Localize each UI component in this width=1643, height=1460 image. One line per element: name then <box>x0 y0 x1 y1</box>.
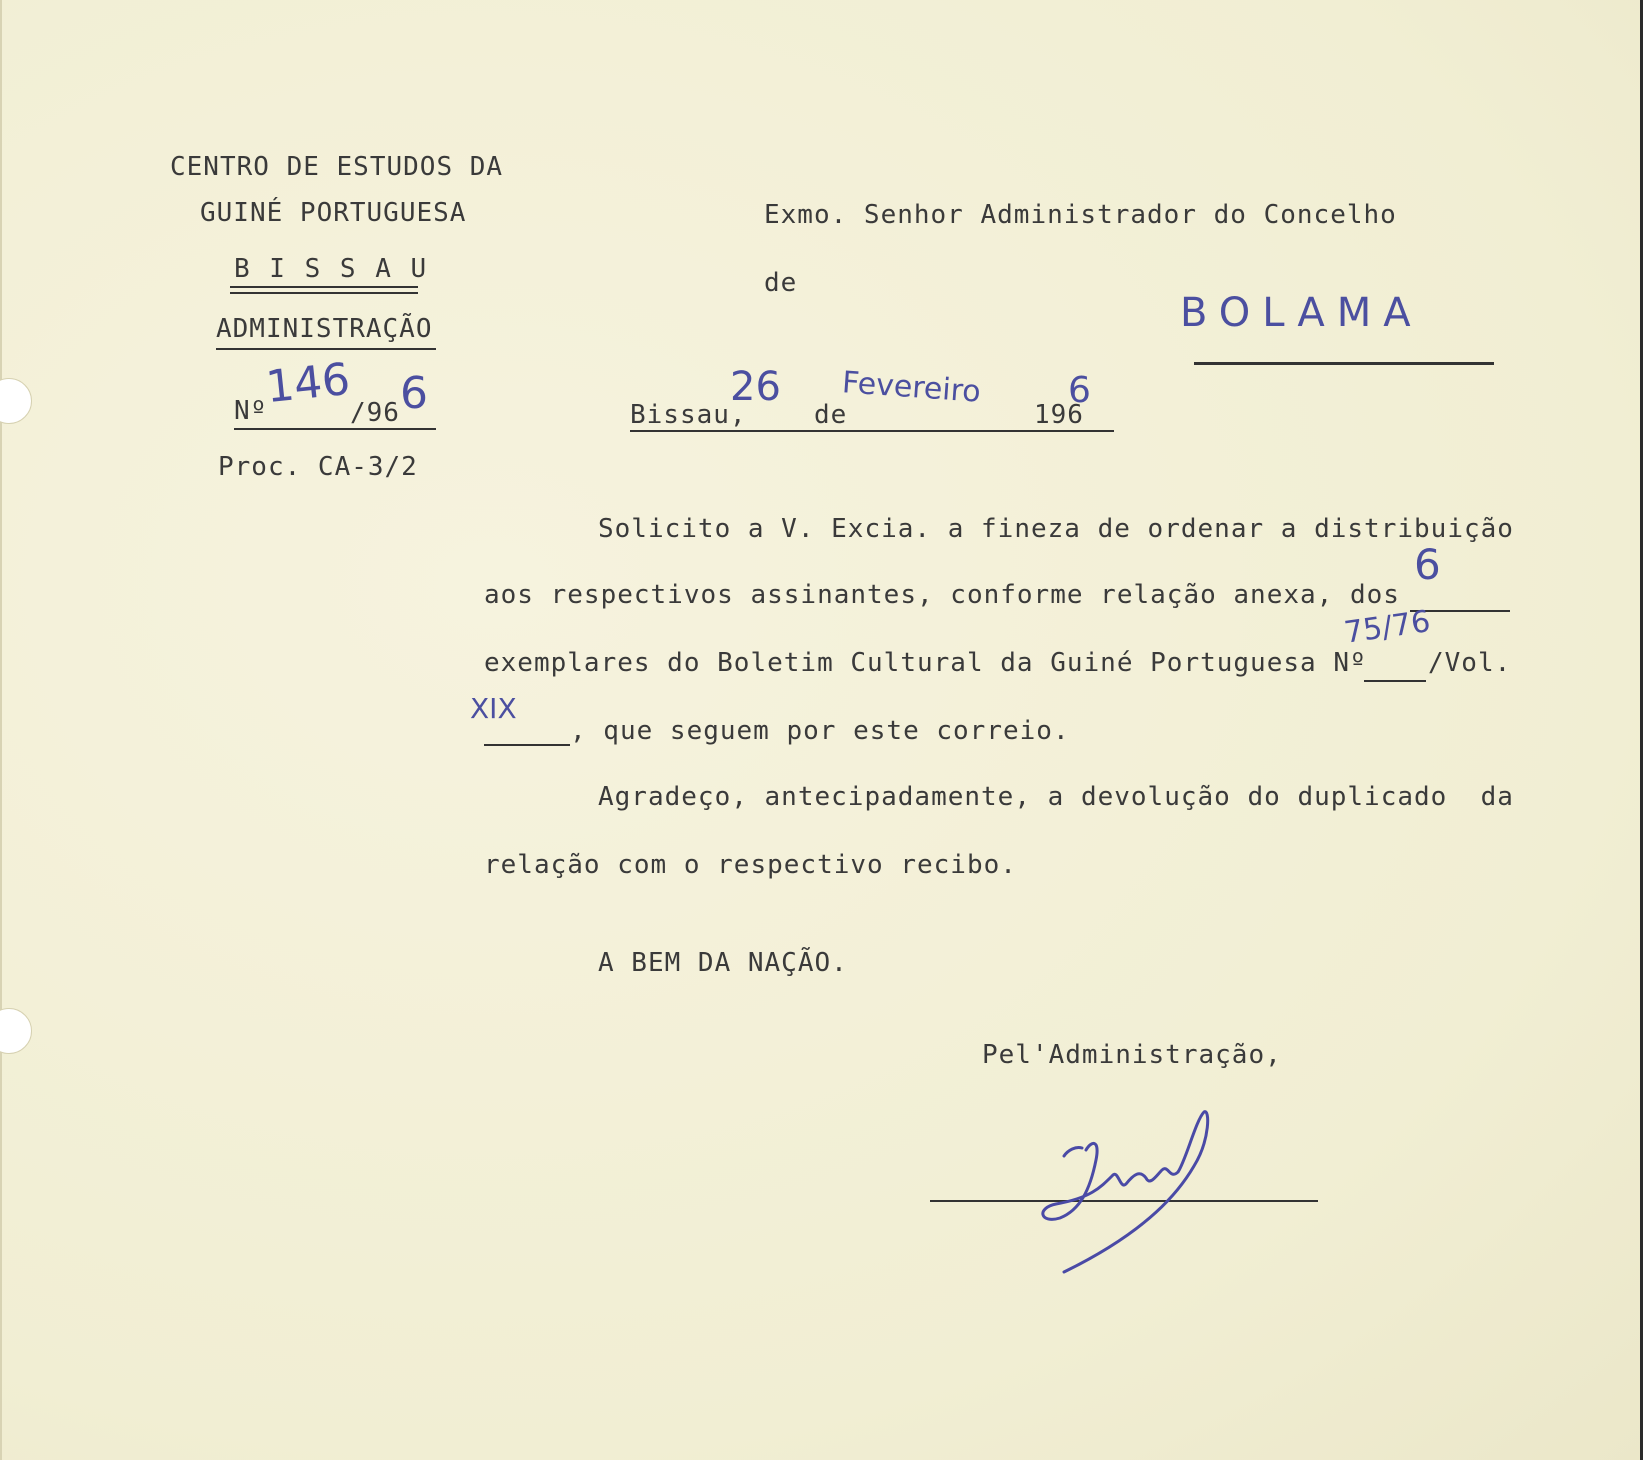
date-underline <box>630 430 1114 432</box>
signoff-line: Pel'Administração, <box>982 1040 1282 1070</box>
process-reference: Proc. CA-3/2 <box>218 452 418 482</box>
handwritten-recipient-place: BOLAMA <box>1180 290 1423 336</box>
number-prefix: Nº <box>234 396 268 426</box>
addressee-line2: de <box>764 268 798 298</box>
letterhead-line2: GUINÉ PORTUGUESA <box>200 198 467 228</box>
handwritten-copies: 6 <box>1414 540 1441 589</box>
city-underline-2 <box>230 292 418 294</box>
letterhead-department: ADMINISTRAÇÃO <box>216 314 433 344</box>
date-place: Bissau, <box>630 400 747 430</box>
number-underline <box>234 428 436 430</box>
recipient-place-underline <box>1194 362 1494 365</box>
department-underline <box>216 348 436 350</box>
letterhead-city: B I S S A U <box>234 254 429 284</box>
number-year-prefix: /96 <box>350 398 400 428</box>
handwritten-year-digit: 6 <box>400 368 428 419</box>
handwritten-signature <box>1000 1100 1300 1280</box>
handwritten-number: 146 <box>263 353 353 414</box>
letterhead-line1: CENTRO DE ESTUDOS DA <box>170 152 504 182</box>
body-p1-line3b: /Vol. <box>1428 648 1512 678</box>
body-p1-line2: aos respectivos assinantes, conforme relação anexa, dos <box>484 580 1400 610</box>
handwritten-day: 26 <box>730 364 781 410</box>
punch-hole-top <box>0 378 32 424</box>
body-p1-line1: Solicito a V. Excia. a fineza de ordenar a distribuição <box>598 514 1514 544</box>
body-p1-line4: , que seguem por este correio. <box>570 716 1070 746</box>
issue-number-blank <box>1364 680 1426 682</box>
closing-salutation: A BEM DA NAÇÃO. <box>598 948 848 978</box>
handwritten-issue-number: 75/76 <box>1341 604 1433 651</box>
punch-hole-bottom <box>0 1008 32 1054</box>
body-p2-line2: relação com o respectivo recibo. <box>484 850 1017 880</box>
date-de: de <box>814 400 848 430</box>
page-left-edge <box>0 0 2 1460</box>
date-year-prefix: 196 <box>1034 400 1084 430</box>
addressee-line1: Exmo. Senhor Administrador do Concelho <box>764 200 1397 230</box>
city-underline-1 <box>230 286 418 288</box>
handwritten-volume: XIX <box>470 692 517 725</box>
body-p2-line1: Agradeço, antecipadamente, a devolução do duplicado da <box>598 782 1514 812</box>
volume-blank <box>484 744 570 746</box>
handwritten-year-digit2: 6 <box>1068 370 1091 411</box>
handwritten-month: Fevereiro <box>840 365 982 410</box>
body-p1-line3a: exemplares do Boletim Cultural da Guiné Portuguesa Nº <box>484 648 1367 678</box>
